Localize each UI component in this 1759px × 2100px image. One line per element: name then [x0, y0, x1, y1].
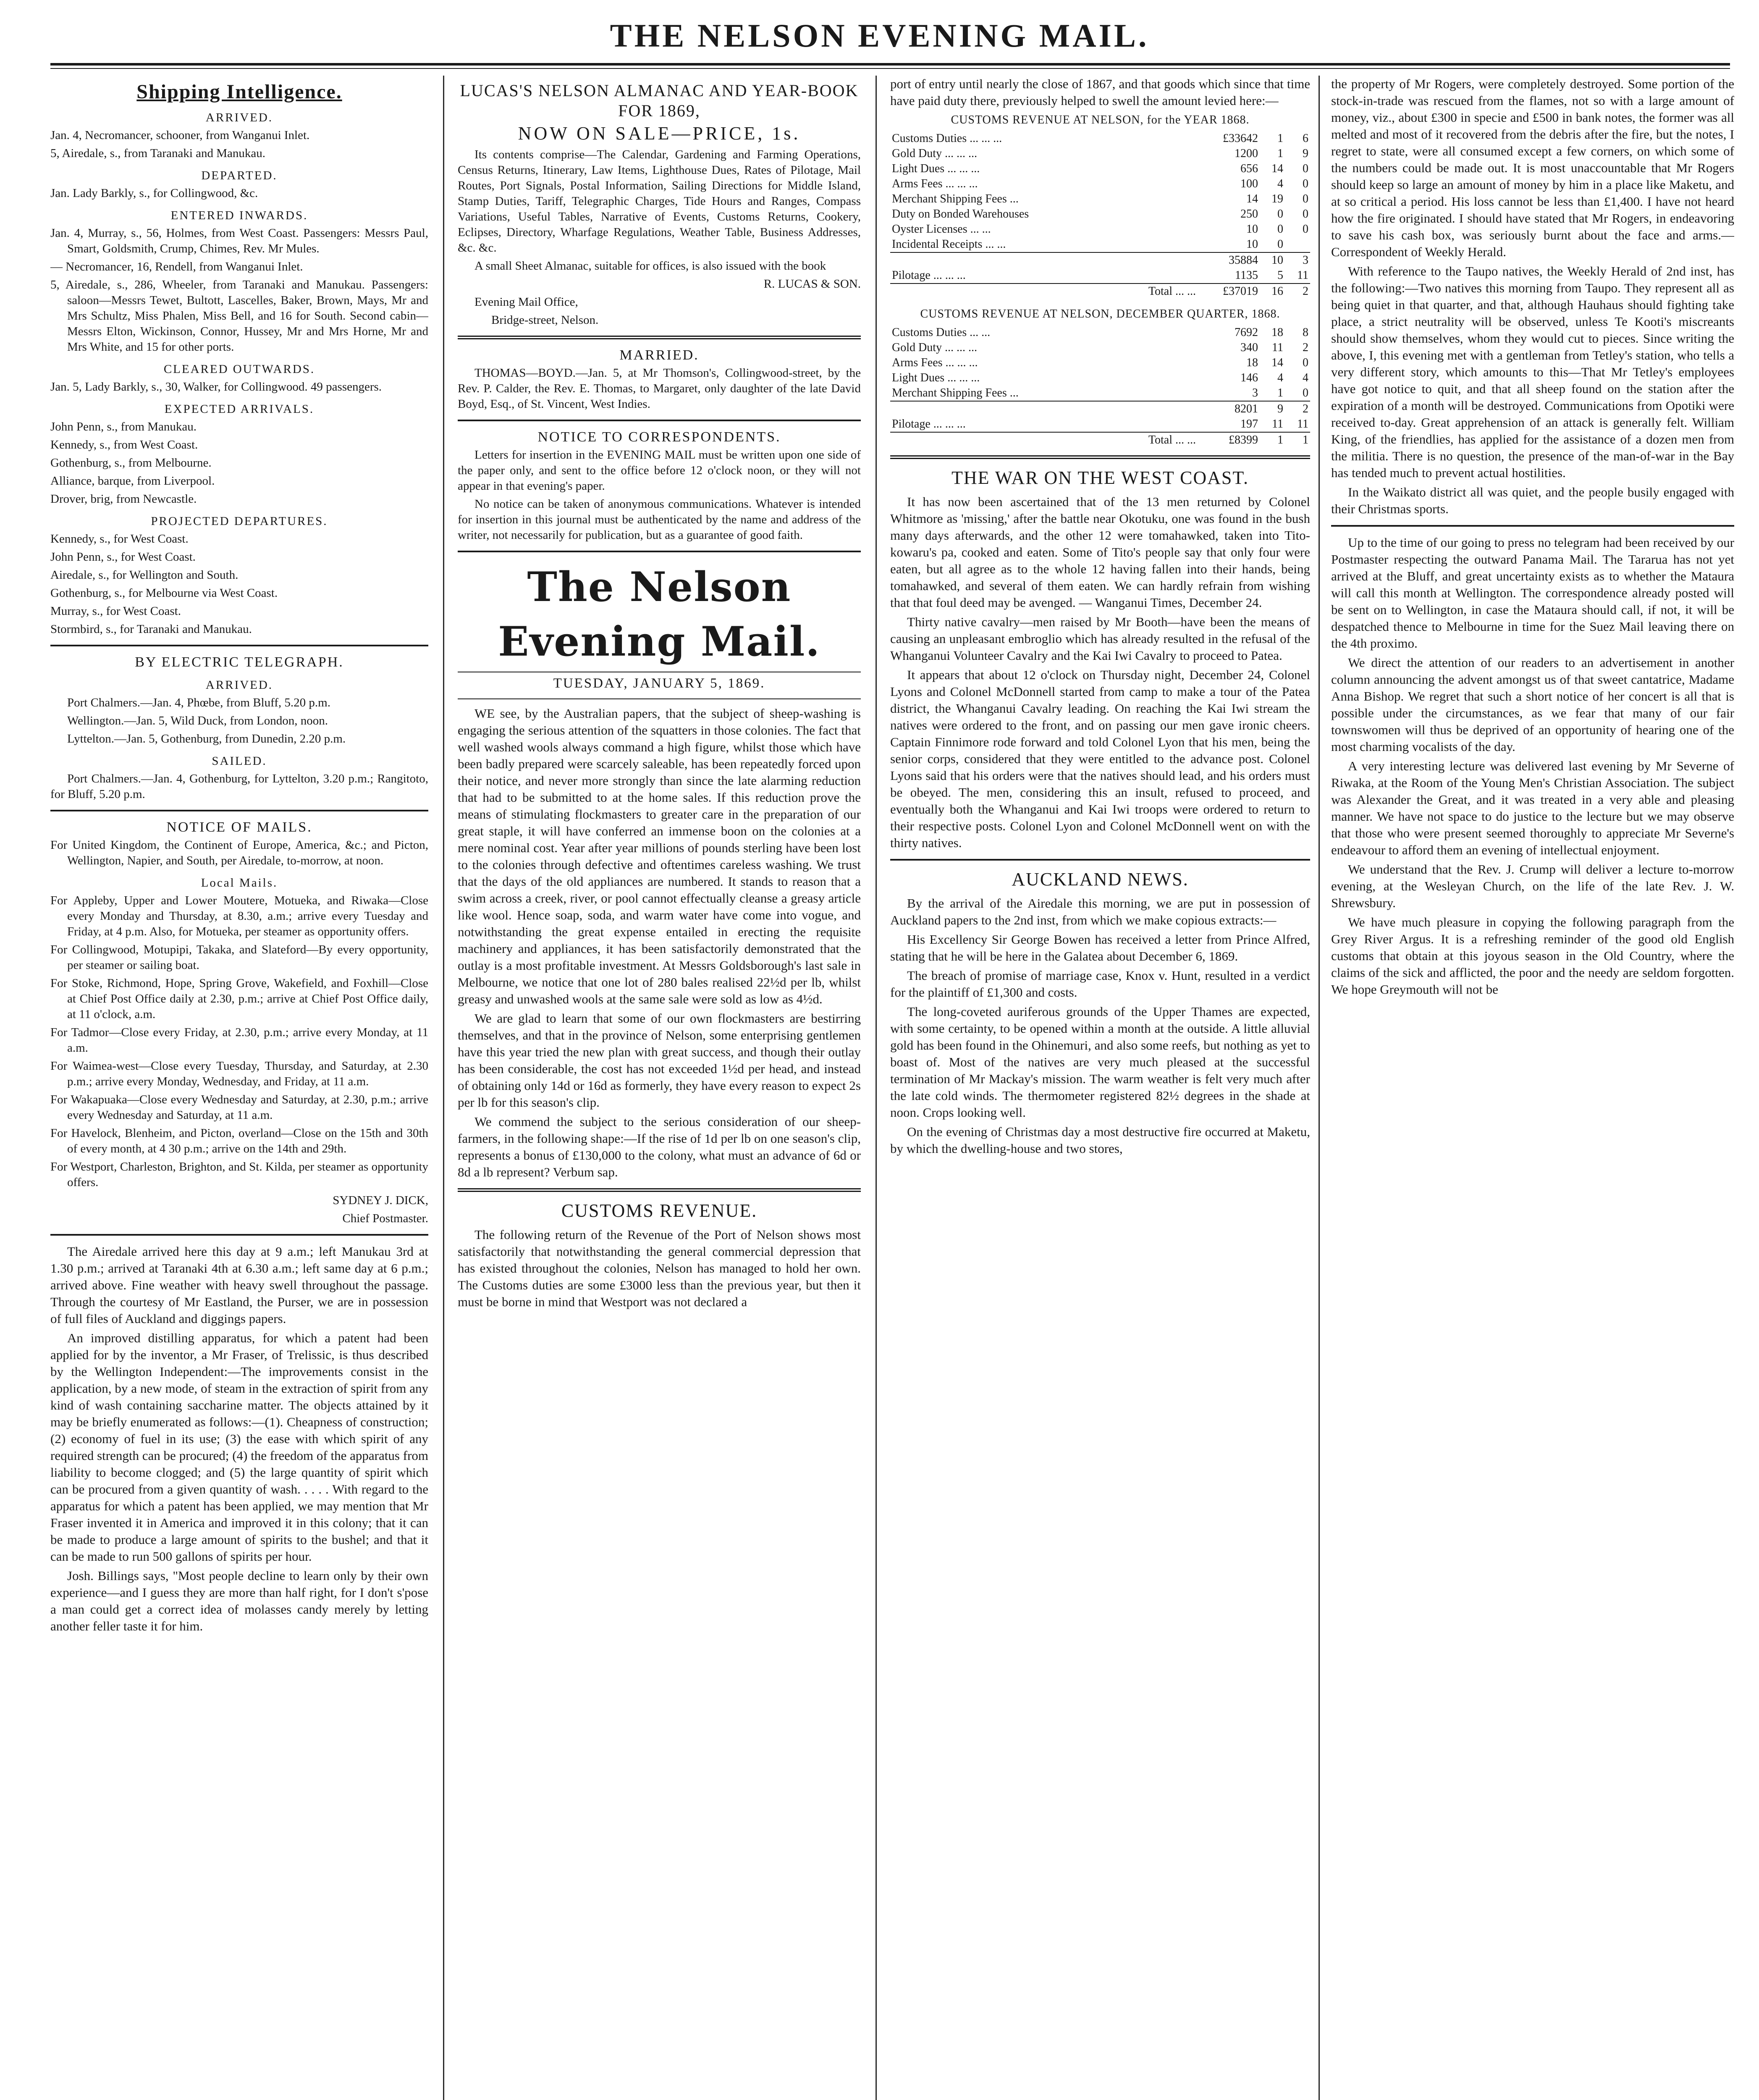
masthead-rule-thin: [50, 68, 1730, 69]
airedale-paragraph: The Airedale arrived here this day at 9 a.m.; left Manukau 3rd at 1.30 p.m.; arrived at Taranaki 4th at 6.30 a.m.; left same day at 6 p.m.; arrived above. Fine weather with heavy swell throughout the passage. Through the courtesy of Mr Eastland, the Purser, we are in possession of full files of Auckland and diggings papers.: [50, 1244, 428, 1326]
projected-heading: PROJECTED DEPARTURES.: [151, 514, 328, 528]
table-cell: 0: [1303, 386, 1308, 399]
table-cell: 2: [1285, 401, 1310, 417]
table-cell: Merchant Shipping Fees ...: [892, 386, 1019, 399]
table-cell: 8201: [1198, 401, 1260, 417]
table-row: [890, 284, 1310, 299]
table-cell: Total ... ...: [890, 284, 1198, 299]
column-divider-1: [443, 76, 444, 2100]
auckland-paragraph: The long-coveted auriferous grounds of the Upper Thames are expected, with some certainty, to be opened within a month at the outside. A little alluvial gold has been found in the Ohinemuri, and also some reefs, but nothing as yet to boast of. Most of the natives are very much pleased at the successful termination of Mr Mackay's mission. The warm weather is felt very much after the late cold winds. The thermometer registered 82½ degrees in the shade at noon. Crops looking well.: [890, 1004, 1310, 1120]
leader-paragraph: WE see, by the Australian papers, that the subject of sheep-washing is engaging the serious attention of the squatters in those colonies. The fact that well washed wools always command a high figure, whilst those which have been badly prepared were scarcely saleable, has been repeatedly forced upon their notice, and never more strongly than since the late alarming reduction that had to be submitted to at the home sales. If this reduction prove the means of stimulating flockmasters to greater care in the preparation of our great staple, it will have conferred an immense boon on the colonies at a mere nominal cost. Year after year millions of pounds sterling have been lost to the colonies through defective and oftentimes careless washing. We trust that the days of the old appliances are numbered. It stands to reason that a swim across a creek, river, or pool cannot effectually cleanse a greasy article like wool. Hence soap, soda, and warm water have come into vogue, and notwithstanding the great expense entailed in erecting the requisite machinery and appliances, it has been satisfactorily demonstrated that the outlay is a most profitable investment. At Messrs Goldsborough's last sale in Melbourne, we notice that one lot of 280 bales realised 22½d per lb, whilst greasy and unwashed wools at the same sale were sold as low as 4½d.: [458, 706, 861, 1006]
table-cell: 9: [1303, 147, 1308, 160]
war-paragraph: Thirty native cavalry—men raised by Mr Booth—have been the means of causing an unpleasant embroglio which has already resulted in the refusal of the Whanganui Volunteer Cavalry and the Kai Iwi Cavalry to proceed to Patea.: [890, 614, 1310, 663]
shipping-entry: Jan. Lady Barkly, s., for Collingwood, &c.: [50, 186, 258, 200]
revenue-table-2-title: CUSTOMS REVENUE AT NELSON, DECEMBER QUARTER, 1868.: [920, 307, 1280, 320]
telegraph-entry: Port Chalmers.—Jan. 4, Gothenburg, for Lyttelton, 3.20 p.m.; Rangitoto, for Bluff, 5.20 p.m.: [50, 772, 428, 801]
masthead: THE NELSON EVENING MAIL.: [610, 17, 1149, 54]
divider: [458, 1188, 861, 1192]
mail-entry: For Wakapuaka—Close every Wednesday and Saturday, at 2.30, p.m.; arrive every Wednesday and Saturday, at 11 a.m.: [50, 1093, 428, 1122]
telegraph-entry: Wellington.—Jan. 5, Wild Duck, from London, noon.: [67, 714, 328, 727]
column-4: [1331, 76, 1734, 2100]
almanac-sheet: A small Sheet Almanac, suitable for offices, is also issued with the book: [474, 259, 826, 273]
table-row: [890, 417, 1310, 432]
table-cell: 100: [1240, 177, 1258, 190]
table-cell: Merchant Shipping Fees ...: [892, 192, 1019, 205]
table-cell: £37019: [1198, 284, 1260, 299]
postmaster-name: SYDNEY J. DICK,: [333, 1194, 428, 1207]
lecture-paragraph: A very interesting lecture was delivered last evening by Mr Severne of Riwaka, at the Room of the Young Men's Christian Association. The subject was Alexander the Great, and it was treated in a very able and pleasing manner. We have not space to do justice to the lecture but we may observe that those who were present seemed thoroughly to appreciate Mr Severne's endeavour to afford them an evening of intellectual enjoyment.: [1331, 759, 1734, 857]
table-cell: 1: [1277, 147, 1283, 160]
almanac-title: LUCAS'S NELSON ALMANAC AND YEAR-BOOK FOR 1869,: [460, 81, 859, 120]
notice-paragraph-1: Letters for insertion in the EVENING MAIL must be written upon one side of the paper only, and sent to the office before 12 o'clock noon, or they will not appear in that evening's paper.: [458, 448, 861, 493]
entered-heading: ENTERED INWARDS.: [170, 209, 308, 222]
war-paragraph: It appears that about 12 o'clock on Thursday night, December 24, Colonel Lyons and Colonel McDonnell started from camp to make a tour of the Patea district, the Whanganui Cavalry leading. On reaching the Kai Iwi stream the natives were ordered to the front, and on passing our men gave ironic cheers. Captain Finnimore rode forward and told Colonel Lyon that his men, being the senior corps, considered that they were entitled to the advance post. Colonel Lyons said that his orders were that the natives should lead, and his orders must be obeyed. The men, considering this an insult, refused to proceed, and eventually both the Whanganui and Kai Iwi troops were ordered to return to their respective posts. Colonel Lyon and Colonel McDonnell went on with the thirty natives.: [890, 667, 1310, 850]
mail-entry: For Appleby, Upper and Lower Moutere, Motueka, and Riwaka—Close every Monday and Thursday, at 8.30, a.m.; arrive every Tuesday and Friday, at 4 p.m. Also, for Motueka, per steamer as opportunity offers.: [50, 894, 428, 938]
mails-list: [50, 837, 428, 1226]
married-heading: MARRIED.: [619, 347, 699, 363]
shipping-entry: Alliance, barque, from Liverpool.: [50, 474, 215, 488]
notice-paragraph-2: No notice can be taken of anonymous communications. Whatever is intended for insertion in this journal must be authenticated by the name and address of the writer, not necessarily for publication, but as a guarantee of good faith.: [458, 497, 861, 542]
table-cell: 11: [1297, 417, 1308, 430]
table-cell: 9: [1260, 401, 1285, 417]
table-row: [890, 207, 1310, 222]
revenue-table-2: [890, 325, 1310, 448]
table-cell: Gold Duty ... ... ...: [892, 341, 977, 354]
table-cell: [890, 401, 1198, 417]
table-cell: 250: [1240, 207, 1258, 220]
table-cell: 4: [1277, 371, 1283, 384]
table-cell: 14: [1271, 356, 1283, 369]
table-row: [890, 176, 1310, 192]
table-row: [890, 146, 1310, 161]
almanac-body: Its contents comprise—The Calendar, Gardening and Farming Operations, Census Returns, Itinerary, Law Items, Lighthouse Dues, Rates of Pilotage, Mail Routes, Port Signals, Postal Information, Sailing Directions for Middle Island, Stamp Duties, Tariff, Telegraphic Charges, Tide Hours and Ranges, Compass Variations, Useful Tables, Narrative of Events, Customs Returns, Cookery, Eclipses, Directory, Wharfage Regulations, Weather Table, Business Addresses, &c. &c.: [458, 148, 861, 255]
leader-paragraph: We are glad to learn that some of our own flockmasters are bestirring themselves, and that in the province of Nelson, some enterprising gentlemen have this year tried the new plan with great success, and though their outlay has been considerable, the cost has not exceeded 1½d per head, and instead of obtaining only 14d or 16d as formerly, they have every reason to expect 2s per lb for this season's clip.: [458, 1011, 861, 1110]
shipping-entry: Stormbird, s., for Taranaki and Manukau.: [50, 622, 252, 636]
table-cell: 656: [1240, 162, 1258, 175]
table-cell: 1135: [1235, 269, 1258, 282]
war-heading: THE WAR ON THE WEST COAST.: [952, 467, 1249, 488]
column-1: [50, 76, 428, 2100]
table-cell: 197: [1240, 417, 1258, 430]
table-cell: 8: [1303, 326, 1308, 339]
billings-paragraph: Josh. Billings says, "Most people decline to learn only by their own experience—and I guess they are more than half right, for I don't s'pose a man could get a correct idea of molasses candy merely by letting another feller taste it for him.: [50, 1568, 428, 1633]
cleared-heading: CLEARED OUTWARDS.: [163, 362, 315, 376]
customs-heading: CUSTOMS REVENUE.: [561, 1200, 758, 1221]
crump-paragraph: We understand that the Rev. J. Crump will deliver a lecture to-morrow evening, at the Wesleyan Church, on the life of the late Rev. J. W. Shrewsbury.: [1331, 862, 1734, 910]
table-cell: 4: [1277, 177, 1283, 190]
table-cell: 10: [1260, 252, 1285, 268]
masthead-rule: [50, 63, 1730, 66]
table-cell: 10: [1246, 238, 1258, 251]
arrived-heading: ARRIVED.: [205, 111, 273, 124]
auckland-paragraph: His Excellency Sir George Bowen has received a letter from Prince Alfred, stating that he will be here in the Galatea about December 6, 1869.: [890, 932, 1310, 963]
divider: [458, 698, 861, 699]
table-cell: 1: [1277, 386, 1283, 399]
table-cell: 1200: [1235, 147, 1258, 160]
divider: [458, 336, 861, 339]
notice-heading: NOTICE TO CORRESPONDENTS.: [537, 429, 781, 445]
shipping-entry: Gothenburg, s., for Melbourne via West Coast.: [50, 586, 278, 600]
table-cell: [1285, 237, 1310, 252]
divider: [50, 1234, 428, 1236]
table-cell: 18: [1271, 326, 1283, 339]
taupo-paragraph: With reference to the Taupo natives, the Weekly Herald of 2nd inst, has the following:—Two natives this morning from Taupo. They represent all as being quiet in that quarter, and that, although Hauhaus should fighting take place, a strict neutrality will be observed, unless Te Kooti's miscreants should show themselves, whom they would cut to pieces. Since writing the above, I, this evening met with a gentleman from Tetley's station, who tells a very different story, which amounts to this—That Mr Tetley's employees have got notice to quit, and that all sheep found on the station after the expiration of a month will be destroyed. Communications from Opotiki were received to-day. Great apprehension of an attack is generally felt. William King, of the friendlies, has applied for the assistance of a dozen men from the militia. There is no question, the presence of the man-of-war in the Bay has tended much to prevent actual hostilities.: [1331, 264, 1734, 480]
table-row: [890, 252, 1310, 268]
customs-continued: port of entry until nearly the close of 1867, and that goods which since that time have paid duty there, previously helped to swell the amount levied here:—: [890, 76, 1310, 108]
shipping-list: [50, 109, 428, 637]
table-cell: 0: [1277, 207, 1283, 220]
table-cell: 0: [1277, 223, 1283, 236]
table-row: [890, 340, 1310, 355]
table-cell: 16: [1260, 284, 1285, 299]
divider: [50, 810, 428, 811]
table-cell: Incidental Receipts ... ...: [892, 238, 1006, 251]
table-row: [890, 237, 1310, 252]
table-cell: 6: [1303, 132, 1308, 145]
table-cell: Light Dues ... ... ...: [892, 371, 980, 384]
table-cell: 340: [1240, 341, 1258, 354]
table-cell: Customs Duties ... ... ...: [892, 132, 1002, 145]
auckland-paragraph: The breach of promise of marriage case, Knox v. Hunt, resulted in a verdict for the plaintiff of £1,300 and costs.: [890, 968, 1310, 1000]
table-cell: £33642: [1223, 132, 1258, 145]
postmaster-title: Chief Postmaster.: [342, 1212, 428, 1225]
dateline: TUESDAY, JANUARY 5, 1869.: [553, 676, 765, 691]
shipping-entry: Kennedy, s., for West Coast.: [50, 532, 189, 546]
divider: [890, 455, 1310, 459]
shipping-entry: John Penn, s., from Manukau.: [50, 420, 197, 433]
table-cell: 0: [1303, 177, 1308, 190]
table-cell: Pilotage ... ... ...: [892, 269, 966, 282]
distilling-paragraph: An improved distilling apparatus, for which a patent had been applied for by the inventor, a Mr Fraser, of Trelissic, is thus described by the Wellington Independent:—The improvements consist in the application, by a new mode, of steam in the extraction of spirit from any kind of wash containing saccharine matter. The objects attained by it may be briefly enumerated as follows:—(1). Cheapness of construction; (2) economy of fuel in its use; (3) the ease with which spirit of any required strength can be procured; (4) the freedom of the apparatus from liability to become clogged; and (5) the large quantity of spirit which can be procured from a given quantity of wash. . . . . With regard to the apparatus for which a patent has been applied, we may mention that Mr Fraser invented it in America and improved it in this colony; that it can be made to produce a large amount of spirits to the bushel; and that it can be made to run 500 gallons of spirits per hour.: [50, 1331, 428, 1564]
table-row: [890, 192, 1310, 207]
table-cell: 35884: [1198, 252, 1260, 268]
table-cell: 0: [1303, 223, 1308, 236]
table-row: [890, 355, 1310, 370]
almanac-address: Bridge-street, Nelson.: [491, 313, 599, 327]
table-cell: 0: [1303, 356, 1308, 369]
table-cell: 11: [1297, 269, 1308, 282]
column-divider-3: [1319, 76, 1320, 2100]
table-cell: 18: [1246, 356, 1258, 369]
bishop-paragraph: We direct the attention of our readers to an advertisement in another column announcing the advent amongst us of that sweet cantatrice, Madame Anna Bishop. We regret that such a short notice of her concert is all that is possible under the circumstances, as we fear that many of our fair townswomen will thus be deprived of an opportunity of hearing one of the most charming vocalists of the day.: [1331, 655, 1734, 754]
table-cell: 11: [1272, 341, 1283, 354]
customs-paragraph: The following return of the Revenue of the Port of Nelson shows most satisfactorily that notwithstanding the general commercial depression that has existed throughout the colonies, Nelson has managed to hold her own. The Customs duties are some £3000 less than the previous year, but then it must be borne in mind that Westport was not declared a: [458, 1227, 861, 1309]
almanac-office: Evening Mail Office,: [474, 295, 578, 309]
auckland-paragraph: On the evening of Christmas day a most destructive fire occurred at Maketu, by which the dwelling-house and two stores,: [890, 1124, 1310, 1156]
divider: [458, 551, 861, 552]
table-row: [890, 401, 1310, 417]
divider: [50, 645, 428, 646]
telegraph-list: [50, 677, 428, 802]
table-cell: 10: [1246, 223, 1258, 236]
table-row: [890, 432, 1310, 448]
table-cell: 2: [1303, 341, 1308, 354]
table-cell: 7692: [1235, 326, 1258, 339]
column-divider-2: [876, 76, 877, 2100]
shipping-title: Shipping Intelligence.: [136, 81, 342, 103]
shipping-entry: Gothenburg, s., from Melbourne.: [50, 456, 212, 470]
table-cell: 1: [1277, 132, 1283, 145]
table-cell: 14: [1271, 162, 1283, 175]
auckland-heading: AUCKLAND NEWS.: [1012, 869, 1189, 890]
telegraph-heading: BY ELECTRIC TELEGRAPH.: [135, 654, 344, 670]
nameplate: The Nelson Evening Mail.: [498, 563, 821, 665]
mail-entry: For Collingwood, Motupipi, Takaka, and Slateford—By every opportunity, per steamer or sailing boat.: [50, 943, 428, 972]
table-row: [890, 161, 1310, 176]
table-row: [890, 370, 1310, 386]
table-row: [890, 131, 1310, 146]
table-cell: Light Dues ... ... ...: [892, 162, 980, 175]
table-cell: 19: [1271, 192, 1283, 205]
mail-paragraph: Up to the time of our going to press no telegram had been received by our Postmaster respecting the outward Panama Mail. The Tararua has not yet arrived at the Bluff, and great uncertainty exists as to whether the Mataura will call this month at Wellington. The correspondence already posted will be sent on to Wellington, in case the Mataura should call, if not, it will be despatched thence to Melbourne in time for the Suez Mail leaving there on the 4th proximo.: [1331, 535, 1734, 651]
divider: [1331, 525, 1734, 527]
shipping-entry: Jan. 5, Lady Barkly, s., 30, Walker, for Collingwood. 49 passengers.: [50, 380, 382, 394]
auckland-paragraph: By the arrival of the Airedale this morning, we are put in possession of Auckland papers to the 2nd inst, from which we make copious extracts:—: [890, 896, 1310, 927]
leader-paragraph: We commend the subject to the serious consideration of our sheep-farmers, in the following shape:—If the rise of 1d per lb on one season's clip, represents a bonus of £130,000 to the colony, what must an advance of 6d or 8d a lb represent? Verbum sap.: [458, 1114, 861, 1179]
table-cell: 0: [1303, 207, 1308, 220]
table-cell: 0: [1303, 162, 1308, 175]
table-cell: 14: [1246, 192, 1258, 205]
table-cell: Customs Duties ... ...: [892, 326, 991, 339]
revenue-table-1: [890, 131, 1310, 299]
expected-heading: EXPECTED ARRIVALS.: [164, 402, 315, 416]
divider: [458, 420, 861, 421]
table-cell: 146: [1240, 371, 1258, 384]
table-cell: 3: [1252, 386, 1258, 399]
shipping-entry: 5, Airedale, s., 286, Wheeler, from Taranaki and Manukau. Passengers: saloon—Messrs Tewet, Bultott, Lascelles, Baker, Brown, Mays, Mr and Mrs Schultz, Miss Phalen, Miss Bell, and 16 for South. Second cabin—Messrs Elton, Wickinson, Connor, Hussey, Mr and Mrs Horne, Mr and Mrs White, and 15 for other ports.: [50, 278, 428, 354]
telegraph-entry: Lyttelton.—Jan. 5, Gothenburg, from Dunedin, 2.20 p.m.: [67, 732, 346, 746]
shipping-entry: — Necromancer, 16, Rendell, from Wanganui Inlet.: [50, 260, 303, 273]
almanac-signature: R. LUCAS & SON.: [763, 277, 861, 291]
local-mails-heading: Local Mails.: [201, 876, 278, 890]
table-cell: 11: [1272, 417, 1283, 430]
mail-entry: For Stoke, Richmond, Hope, Spring Grove, Wakefield, and Foxhill—Close at Chief Post Office daily at 2.30, p.m.; arrive at Chief Post Office daily, at 11 o'clock, a.m.: [50, 976, 428, 1021]
table-cell: 5: [1277, 269, 1283, 282]
column-3: [890, 76, 1310, 2100]
shipping-entry: Jan. 4, Murray, s., 56, Holmes, from West Coast. Passengers: Messrs Paul, Smart, Goldsmith, Crump, Chimes, Rev. Mr Mules.: [50, 226, 428, 255]
mail-entry: For United Kingdom, the Continent of Europe, America, &c.; and Picton, Wellington, Napier, and South, per Airedale, to-morrow, at noon.: [50, 838, 428, 867]
tel-sailed-heading: SAILED.: [212, 754, 267, 768]
table-cell: 1: [1285, 432, 1310, 448]
table-row: [890, 386, 1310, 401]
table-cell: 0: [1303, 192, 1308, 205]
mail-entry: For Westport, Charleston, Brighton, and St. Kilda, per steamer as opportunity offers.: [50, 1160, 428, 1189]
shipping-entry: 5, Airedale, s., from Taranaki and Manukau.: [50, 147, 266, 160]
shipping-entry: Jan. 4, Necromancer, schooner, from Wanganui Inlet.: [50, 129, 310, 142]
shipping-entry: Murray, s., for West Coast.: [50, 604, 181, 618]
shipping-entry: Airedale, s., for Wellington and South.: [50, 568, 239, 582]
table-cell: 1: [1260, 432, 1285, 448]
table-cell: Duty on Bonded Warehouses: [892, 207, 1029, 220]
mail-entry: For Tadmor—Close every Friday, at 2.30, p.m.; arrive every Monday, at 11 a.m.: [50, 1026, 428, 1055]
mail-entry: For Havelock, Blenheim, and Picton, overland—Close on the 15th and 30th of every month, at 4 30 p.m.; arrive on the 14th and 29th.: [50, 1126, 428, 1155]
table-cell: Oyster Licenses ... ...: [892, 223, 991, 236]
departed-heading: DEPARTED.: [201, 169, 278, 182]
table-cell: £8399: [1198, 432, 1260, 448]
married-notice: THOMAS—BOYD.—Jan. 5, at Mr Thomson's, Collingwood-street, by the Rev. P. Calder, the Rev. E. Thomas, to Margaret, only daughter of the late David Boyd, Esq., of St. Vincent, West Indies.: [458, 366, 861, 411]
table-cell: Pilotage ... ... ...: [892, 417, 966, 430]
table-cell: 0: [1277, 238, 1283, 251]
table-cell: 2: [1285, 284, 1310, 299]
war-paragraph: It has now been ascertained that of the 13 men returned by Colonel Whitmore as 'missing,' after the battle near Okotuku, one was found in the bush many days afterwards, and the other 12 were tomahawked, taken into Tito-kowaru's pa, cooked and eaten. Some of Tito's people say that only four were eaten, but all agree as to the whole 12 having fallen into their hands, being tomahawked, and several of them eaten. We can hardly refrain from wishing that that foul deed may be avenged. — Wanganui Times, December 24.: [890, 494, 1310, 610]
shipping-entry: John Penn, s., for West Coast.: [50, 550, 196, 564]
divider: [890, 859, 1310, 861]
table-cell: Arms Fees ... ... ...: [892, 356, 978, 369]
mails-heading: NOTICE OF MAILS.: [166, 819, 312, 835]
almanac-ad: [458, 147, 861, 328]
table-row: [890, 222, 1310, 237]
column-2: [458, 76, 861, 2100]
table-row: [890, 325, 1310, 340]
mail-entry: For Waimea-west—Close every Tuesday, Thursday, and Saturday, at 2.30 p.m.; arrive every Monday, Wednesday, and Friday, at 11 a.m.: [50, 1059, 428, 1088]
revenue-table-1-title: CUSTOMS REVENUE AT NELSON, for the YEAR 1868.: [951, 113, 1250, 126]
table-cell: Gold Duty ... ... ...: [892, 147, 977, 160]
table-cell: 3: [1285, 252, 1310, 268]
telegraph-entry: Port Chalmers.—Jan. 4, Phœbe, from Bluff, 5.20 p.m.: [67, 696, 330, 709]
table-row: [890, 268, 1310, 284]
shipping-entry: Drover, brig, from Newcastle.: [50, 492, 197, 506]
tel-arrived-heading: ARRIVED.: [205, 678, 273, 692]
shipping-entry: Kennedy, s., from West Coast.: [50, 438, 198, 452]
almanac-sale: NOW ON SALE—PRICE, 1s.: [518, 123, 801, 144]
waikato-paragraph: In the Waikato district all was quiet, and the people busily engaged with their Christmas sports.: [1331, 485, 1734, 516]
greymouth-paragraph: We have much pleasure in copying the following paragraph from the Grey River Argus. It is a refreshing reminder of the good old English customs that obtain at this joyous season in the Old Country, where the claims of the sick and afflicted, the poor and the needy are seldom forgotten. We hope Greymouth will not be: [1331, 915, 1734, 997]
table-cell: [890, 252, 1198, 268]
table-cell: Arms Fees ... ... ...: [892, 177, 978, 190]
table-cell: Total ... ...: [890, 432, 1198, 448]
maketu-fire-paragraph: the property of Mr Rogers, were completely destroyed. Some portion of the stock-in-trade was rescued from the flames, not so with a large amount of money, viz., about £300 in specie and £500 in bank notes, the former was all melted and most of it recovered from the debris after the fire, but the notes, I regret to state, were all consumed except a few corners, on which some of the numbers could be made out. It is most unaccountable that Mr Rogers should keep so large an amount of money by him in a place like Maketu, and at so critical a period. His loss cannot be less than £1,400. I have not heard how the fire originated. I should have stated that Mr Rogers, in endeavoring to save his cash box, was seriously burnt about the face and arms.—Correspondent of Weekly Herald.: [1331, 76, 1734, 259]
table-cell: 4: [1303, 371, 1308, 384]
